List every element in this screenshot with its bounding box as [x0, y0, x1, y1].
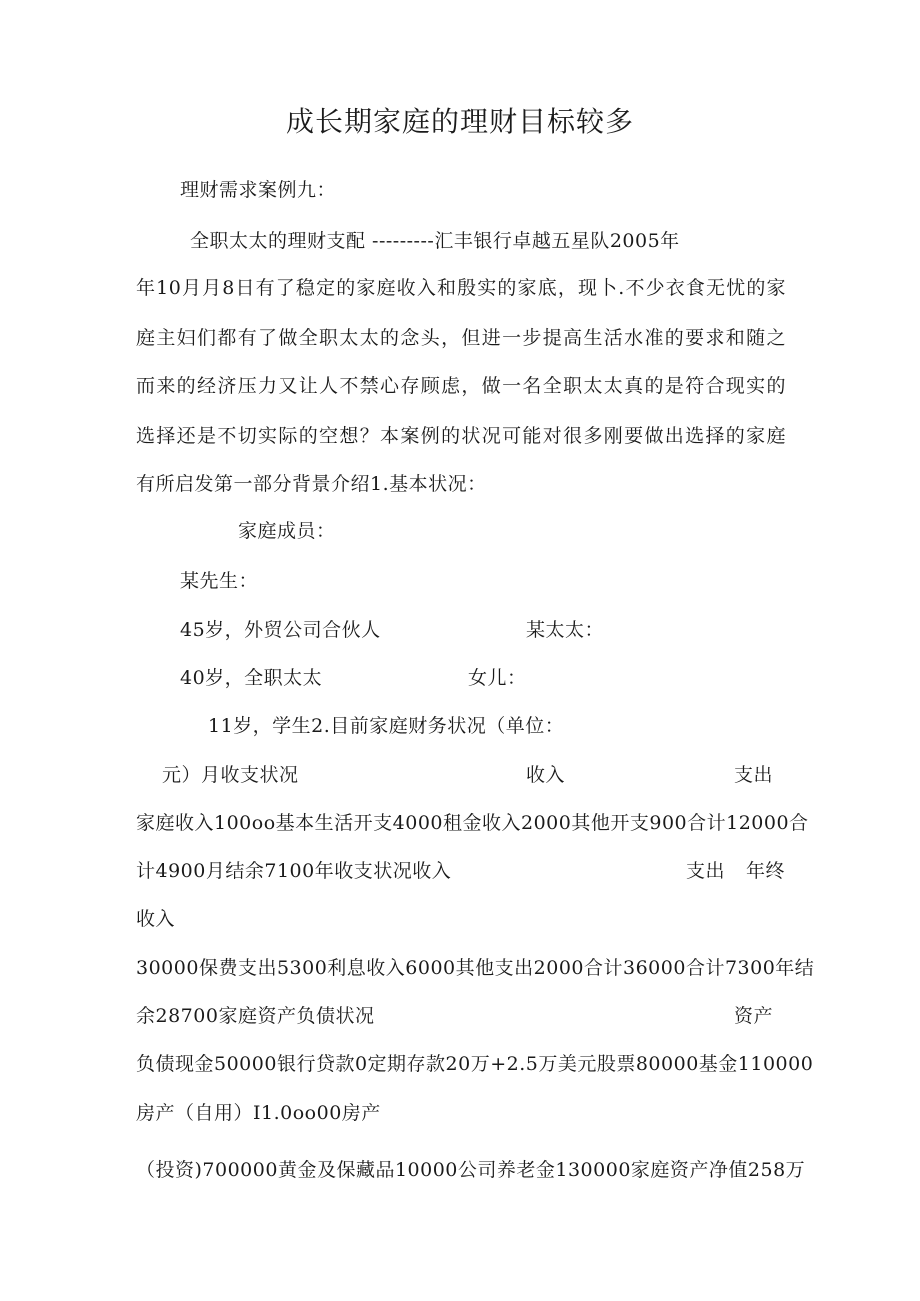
- income-word: 收入: [136, 908, 176, 930]
- monthly-header-expense: 支出: [734, 764, 774, 786]
- case-label: 理财需求案例九：: [180, 179, 337, 201]
- case-subtitle: 全职太太的理财支配 ---------汇丰银行卓越五星队2005年: [190, 230, 680, 252]
- intro-line: 选择还是不切实际的空想？本案例的状况可能对很多刚要做出选择的家庭: [136, 425, 786, 447]
- document-title: 成长期家庭的理财目标较多: [285, 105, 634, 138]
- members-label: 家庭成员：: [238, 520, 336, 542]
- monthly-header-left: 元）月收支状况: [162, 764, 299, 786]
- intro-line: 年10月月8日有了稳定的家庭收入和殷实的家底，现卜.不少衣食无忧的家: [136, 277, 786, 299]
- intro-line: 而来的经济压力又让人不禁心存顾虑，做一名全职太太真的是符合现实的: [136, 375, 786, 397]
- mr-desc: 45岁，外贸公司合伙人: [180, 619, 381, 641]
- intro-line: 庭主妇们都有了做全职太太的念头，但进一步提高生活水准的要求和随之: [136, 327, 786, 349]
- monthly-line2-year-end: 年终: [746, 860, 786, 882]
- monthly-header-income: 收入: [526, 764, 566, 786]
- daughter-desc: 11岁，学生2.目前家庭财务状况（单位：: [208, 715, 565, 737]
- balance-line: 负债现金50000银行贷款0定期存款20万+2.5万美元股票80000基金110000: [136, 1053, 814, 1075]
- mrs-label: 某太太：: [526, 619, 605, 641]
- monthly-line2-left: 计4900月结余7100年收支状况收入: [136, 860, 452, 882]
- mr-label: 某先生：: [180, 570, 259, 592]
- balance-line: （投资)700000黄金及保藏品10000公司养老金130000家庭资产净值258万: [136, 1159, 806, 1181]
- monthly-line2-expense: 支出: [686, 860, 726, 882]
- daughter-label: 女儿：: [468, 667, 527, 689]
- annual-line2-left: 余28700家庭资产负债状况: [136, 1005, 375, 1027]
- intro-line: 有所启发第一部分背景介绍1.基本状况：: [136, 473, 487, 495]
- balance-line: 房产（自用）I1.0oo00房产: [136, 1102, 381, 1124]
- mrs-desc: 40岁，全职太太: [180, 667, 323, 689]
- monthly-line: 家庭收入100oo基本生活开支4000租金收入2000其他开支900合计12000合: [136, 812, 809, 834]
- annual-line: 30000保费支出5300利息收入6000其他支出2000合计36000合计7300年结: [136, 957, 815, 979]
- annual-line2-assets: 资产: [734, 1005, 774, 1027]
